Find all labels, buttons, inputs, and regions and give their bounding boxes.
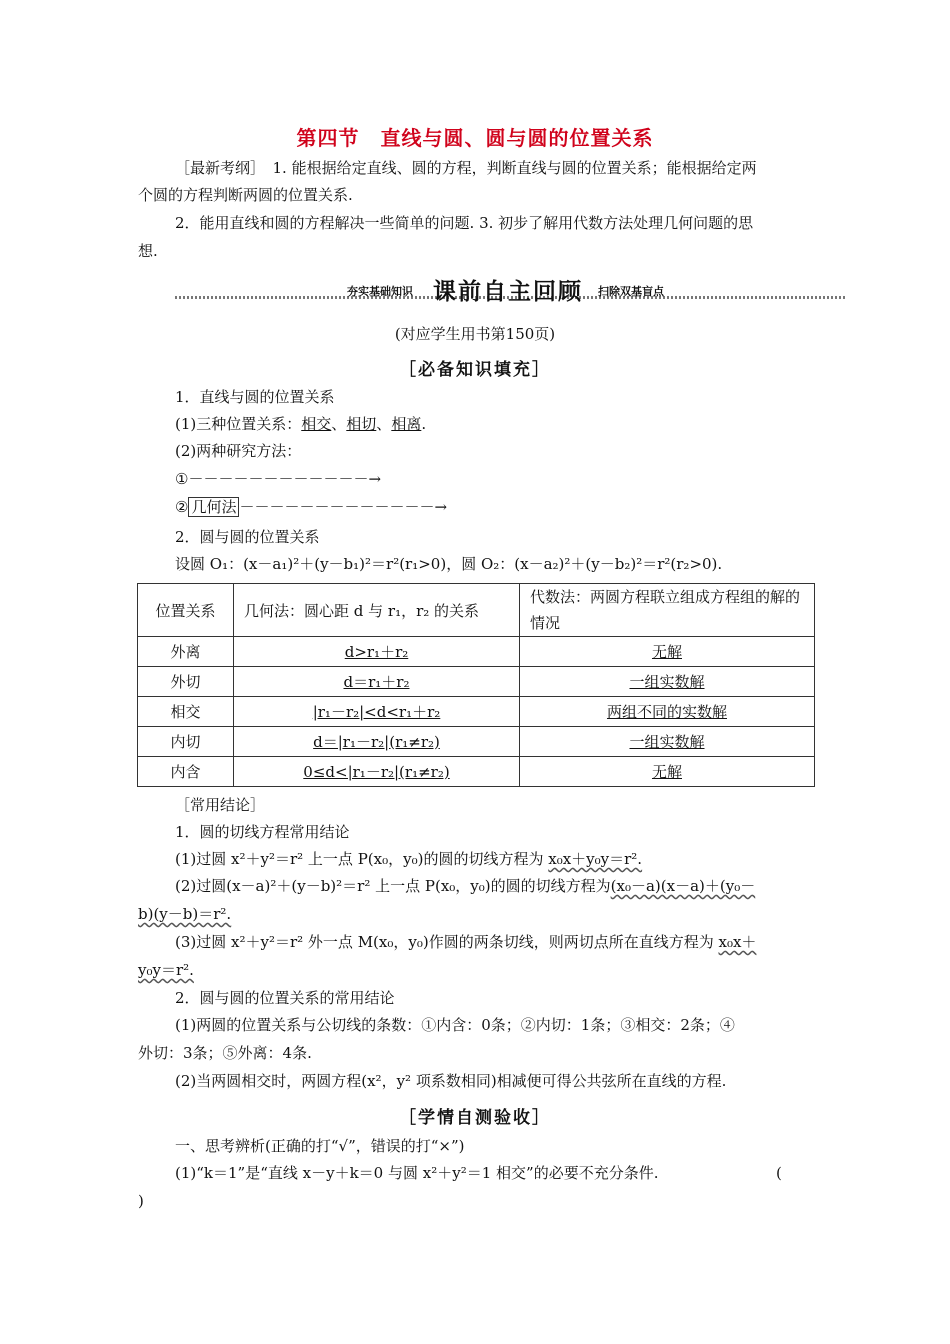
answer-separate: 相离: [391, 415, 422, 433]
section-heading-selftest: ［学情自测验收］: [399, 1108, 551, 1128]
section-banner: [175, 273, 845, 303]
method-2-box: 几何法: [188, 497, 239, 517]
intro-line-4: 想.: [138, 242, 158, 260]
table-cell: 两组不同的实数解: [520, 697, 815, 727]
table-cell: 外离: [138, 637, 234, 667]
common-1b: [175, 876, 820, 896]
section-heading-knowledge: ［必备知识填充］: [399, 360, 551, 380]
intro-line-3: 2．能用直线和圆的方程解决一些简单的问题. 3. 初步了解用代数方法处理几何问题的思: [175, 214, 754, 232]
common-2b: (2)当两圆相交时，两圆方程(x²，y² 项系数相同)相减便可得公共弦所在直线的方程.: [175, 1072, 727, 1090]
banner-left: 夯实基础知识: [347, 285, 413, 298]
k1-line-2: (2)两种研究方法：: [175, 442, 302, 460]
sep-1: 、: [331, 415, 347, 433]
intro-line-1: ［最新考纲］ 1. 能根据给定直线、圆的方程，判断直线与圆的位置关系；能根据给定两: [175, 159, 757, 177]
quiz-heading: 一、思考辨析(正确的打“√”，错误的打“×”): [175, 1137, 465, 1155]
k2-heading: 2．圆与圆的位置关系: [175, 528, 320, 546]
k1-line-1-text: (1)三种位置关系：: [175, 415, 302, 433]
common-1b-text: (2)过圆(x－a)²＋(y－b)²＝r² 上一点 P(x₀，y₀)的圆的切线方程为: [175, 877, 611, 895]
method-2-arrow: －－－－－－－－－－－－－→: [239, 498, 448, 516]
sep-2: 、: [376, 415, 392, 433]
table-cell: 内切: [138, 727, 234, 757]
answer-tangent: 相切: [346, 415, 377, 433]
period: .: [421, 415, 427, 433]
k1-line-1: [175, 414, 820, 434]
common-1c-text: (3)过圆 x²＋y²＝r² 外一点 M(x₀，y₀)作圆的两条切线，则两切点所在直线方程为: [175, 933, 719, 951]
table-row: [138, 667, 815, 697]
table-cell: 无解: [520, 637, 815, 667]
table-cell: 0≤d<|r₁－r₂|(r₁≠r₂): [234, 757, 520, 787]
table-row: [138, 727, 815, 757]
common-1a-text: (1)过圆 x²＋y²＝r² 上一点 P(x₀，y₀)的圆的切线方程为: [175, 850, 549, 868]
k2-setup: 设圆 O₁：(x－a₁)²＋(y－b₁)²＝r²(r₁>0)，圆 O₂：(x－a₂)²＋(y－b₂)²＝r²(r₂>0).: [175, 555, 723, 573]
table-cell: d>r₁＋r₂: [234, 637, 520, 667]
answer-intersect: 相交: [301, 415, 332, 433]
common-2a: (1)两圆的位置关系与公切线的条数：①内含：0条；②内切：1条；③相交：2条；④: [175, 1016, 735, 1034]
circle-relation-table: [137, 583, 815, 787]
common-1a: [175, 849, 820, 869]
quiz-q1: (1)“k＝1”是“直线 x－y＋k＝0 与圆 x²＋y²＝1 相交”的必要不充分条件.: [175, 1164, 659, 1182]
common-1b-cont: [138, 904, 820, 924]
banner-right: 扫除双基盲点: [598, 285, 664, 298]
table-cell: 一组实数解: [520, 667, 815, 697]
table-cell: |r₁－r₂|<d<r₁＋r₂: [234, 697, 520, 727]
banner-center: 课前自主回顾: [433, 279, 583, 305]
table-cell: 内含: [138, 757, 234, 787]
book-reference: (对应学生用书第150页): [394, 325, 556, 343]
common-heading: ［常用结论］: [175, 796, 266, 814]
table-header: 代数法：两圆方程联立组成方程组的解的情况: [520, 584, 815, 637]
common-1c-answer-cont: y₀y＝r².: [138, 961, 194, 979]
common-1c: [175, 932, 820, 952]
common-1b-answer-cont: b)(y－b)＝r².: [138, 905, 232, 923]
common-1: 1．圆的切线方程常用结论: [175, 823, 350, 841]
section-title: 第四节 直线与圆、圆与圆的位置关系: [296, 126, 654, 150]
method-2-num: ②: [175, 498, 189, 516]
table-header-row: [138, 584, 815, 637]
table-cell: 无解: [520, 757, 815, 787]
common-1b-answer: (x₀－a)(x－a)＋(y₀－: [610, 877, 756, 895]
table-header: 位置关系: [138, 584, 234, 637]
table-cell: 外切: [138, 667, 234, 697]
table-header: 几何法：圆心距 d 与 r₁，r₂ 的关系: [234, 584, 520, 637]
table-cell: d＝r₁＋r₂: [234, 667, 520, 697]
table-row: [138, 637, 815, 667]
common-2a-cont: 外切：3条；⑤外离：4条.: [138, 1044, 312, 1062]
intro-line-2: 个圆的方程判断两圆的位置关系.: [138, 186, 353, 204]
common-1a-answer: x₀x＋y₀y＝r².: [548, 850, 643, 868]
table-row: [138, 757, 815, 787]
table-row: [138, 697, 815, 727]
quiz-q1-paren-close: ): [138, 1192, 144, 1210]
common-2: 2．圆与圆的位置关系的常用结论: [175, 989, 395, 1007]
k1-heading: 1．直线与圆的位置关系: [175, 388, 335, 406]
table-cell: 相交: [138, 697, 234, 727]
method-2: [175, 497, 820, 517]
common-1c-answer: x₀x＋: [718, 933, 757, 951]
method-1: ①－－－－－－－－－－－－→: [175, 470, 382, 488]
table-cell: 一组实数解: [520, 727, 815, 757]
quiz-q1-paren-open: (: [776, 1164, 782, 1182]
common-1c-cont: [138, 960, 820, 980]
table-cell: d＝|r₁－r₂|(r₁≠r₂): [234, 727, 520, 757]
